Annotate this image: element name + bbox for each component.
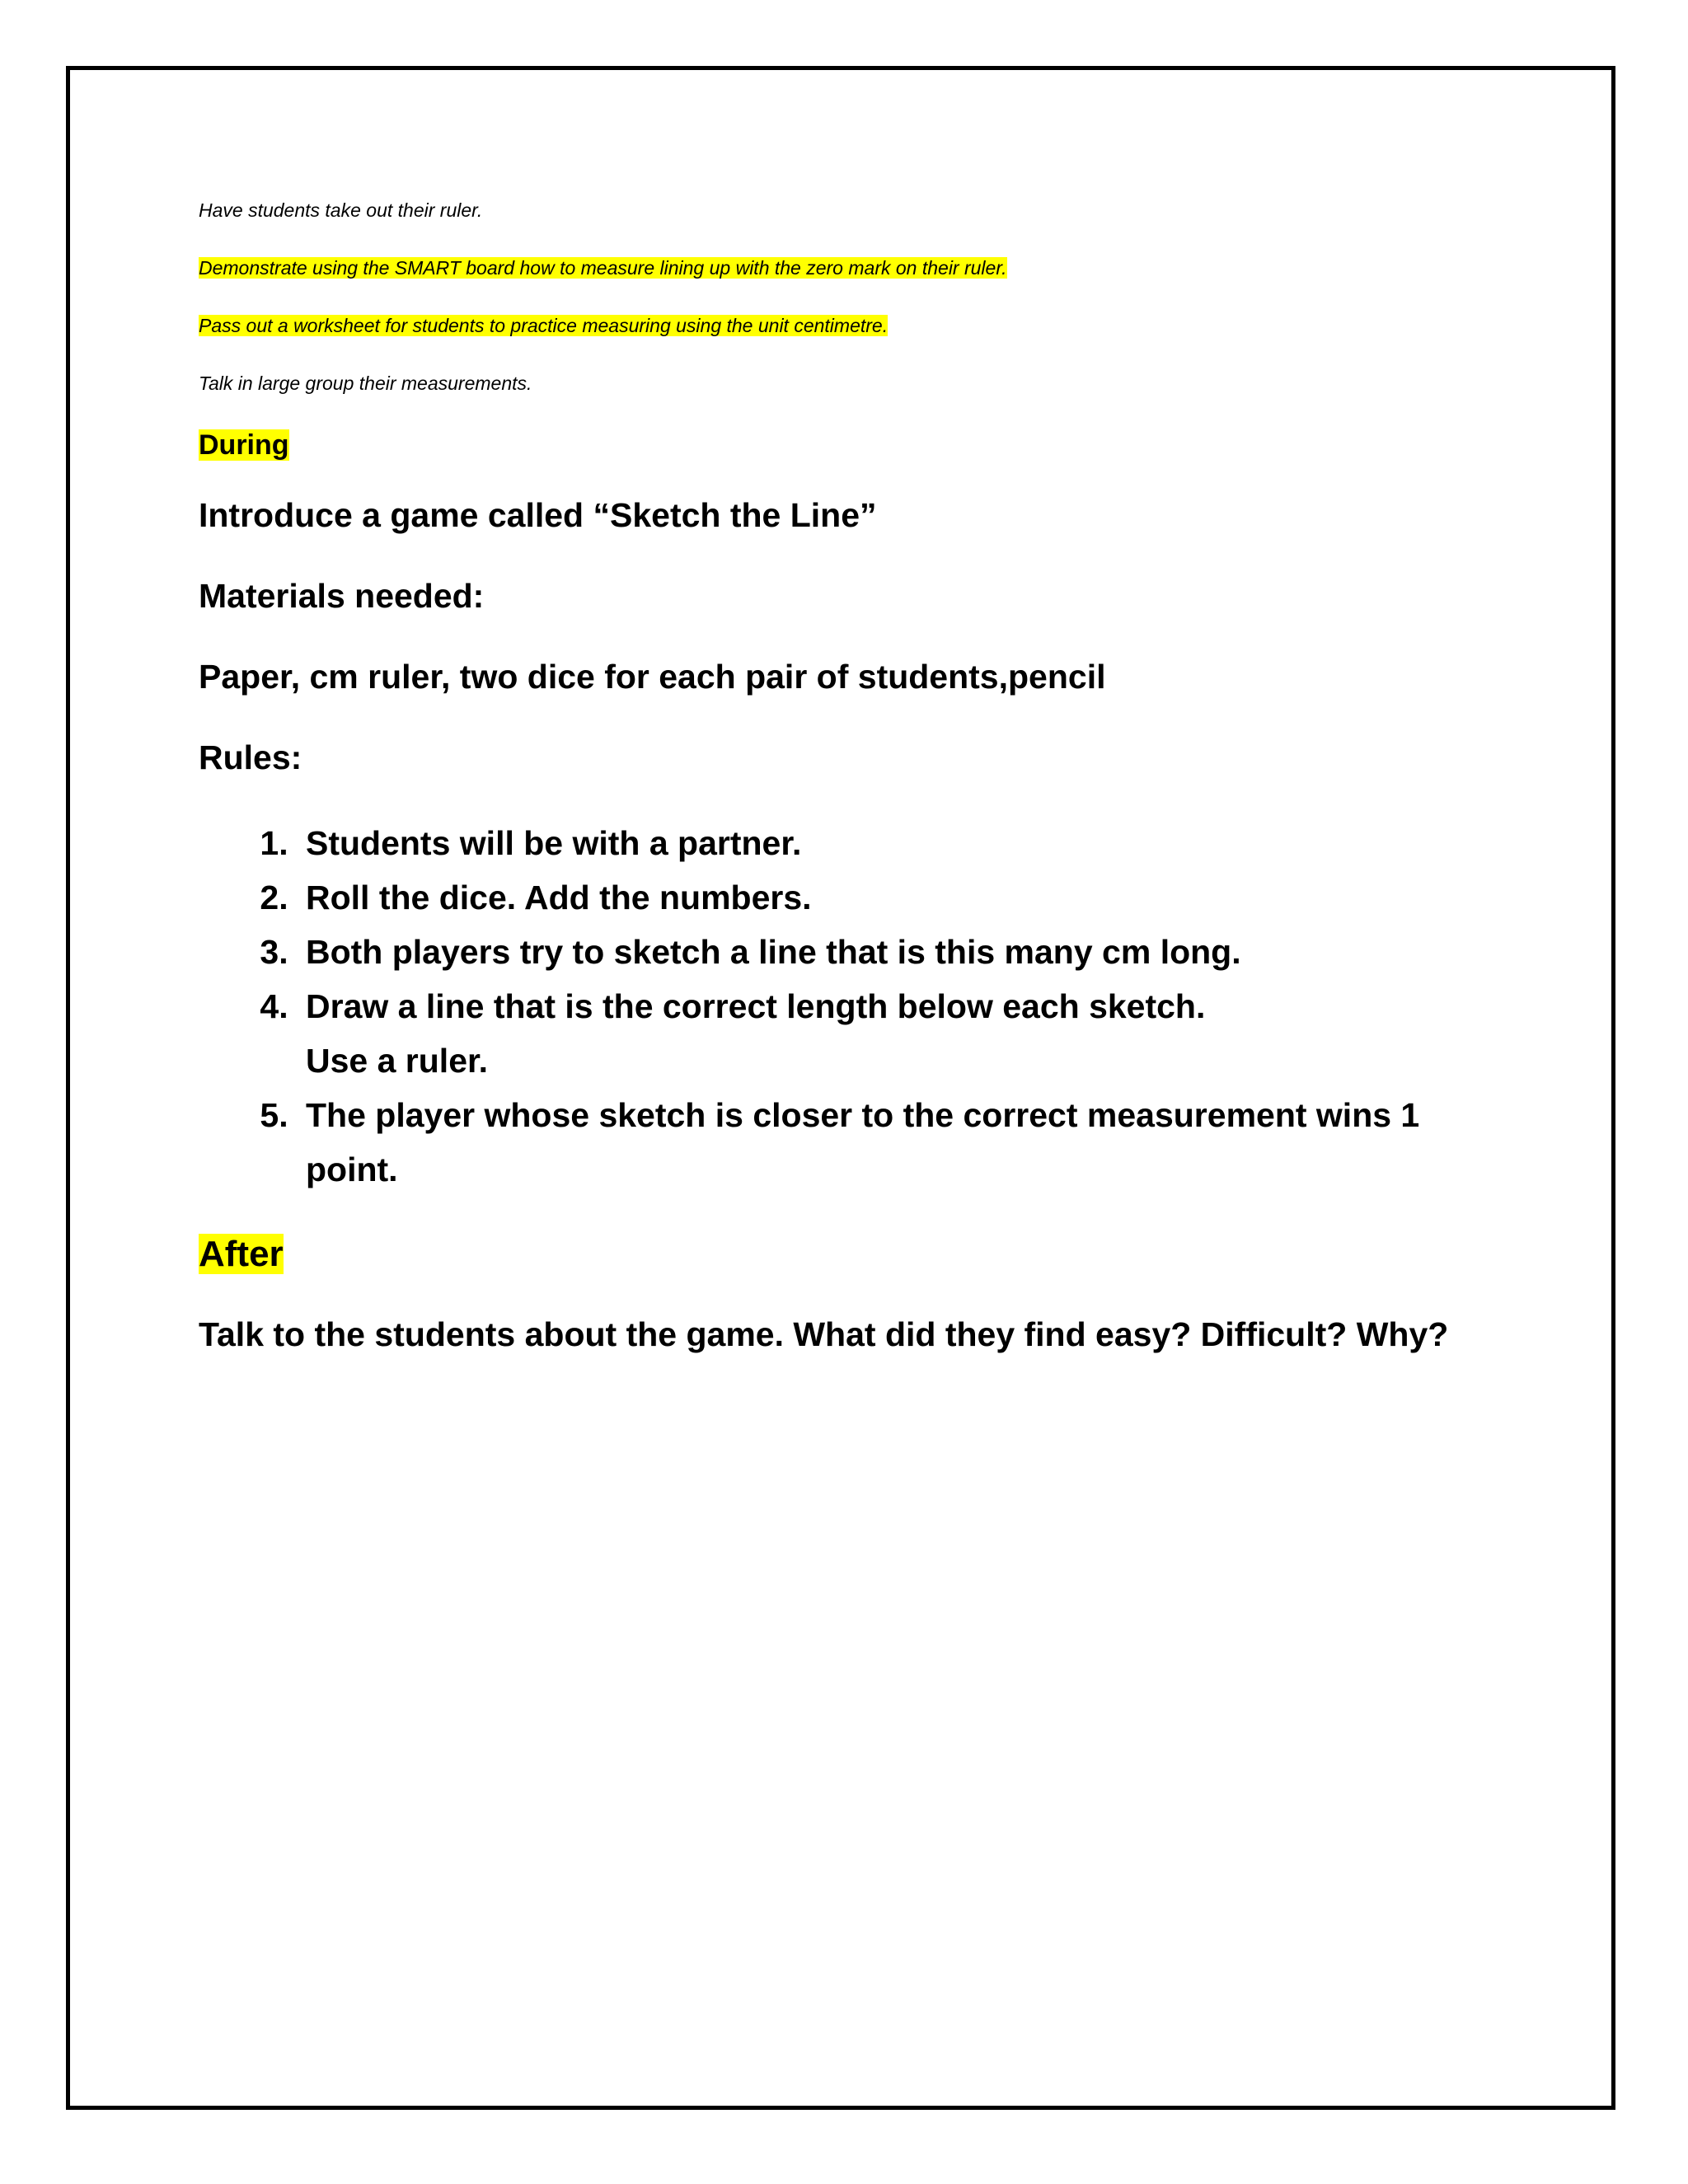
section-label-during: During: [199, 429, 289, 461]
list-item: 4. Draw a line that is the correct length below each sketch. Use a ruler.: [298, 979, 1484, 1088]
instruction-ruler: Have students take out their ruler.: [199, 199, 483, 221]
rules-list: [199, 816, 1484, 1197]
rules-heading: Rules:: [199, 738, 302, 776]
section-label-after: After: [199, 1234, 284, 1274]
instruction-talk: Talk in large group their measurements.: [199, 373, 532, 394]
list-item: 3. Both players try to sketch a line that is this many cm long.: [298, 925, 1484, 979]
instruction-worksheet: [199, 312, 1484, 340]
lesson-content: [199, 196, 1484, 1393]
highlighted-text: Pass out a worksheet for students to practice measuring using the unit centimetre.: [199, 315, 889, 336]
list-item: 2. Roll the dice. Add the numbers.: [298, 870, 1484, 925]
materials-heading: Materials needed:: [199, 577, 485, 615]
materials-list: Paper, cm ruler, two dice for each pair of students,pencil: [199, 658, 1106, 696]
after-discussion: Talk to the students about the game. What did they find easy? Difficult? Why?: [199, 1315, 1449, 1353]
list-item: 1. Students will be with a partner.: [298, 816, 1484, 870]
list-item: 5. The player whose sketch is closer to the correct measurement wins 1 point.: [298, 1088, 1484, 1197]
highlighted-text: Demonstrate using the SMART board how to measure lining up with the zero mark on their ruler.: [199, 257, 1007, 279]
instruction-demonstrate: [199, 254, 1484, 282]
game-intro: Introduce a game called “Sketch the Line”: [199, 496, 877, 534]
